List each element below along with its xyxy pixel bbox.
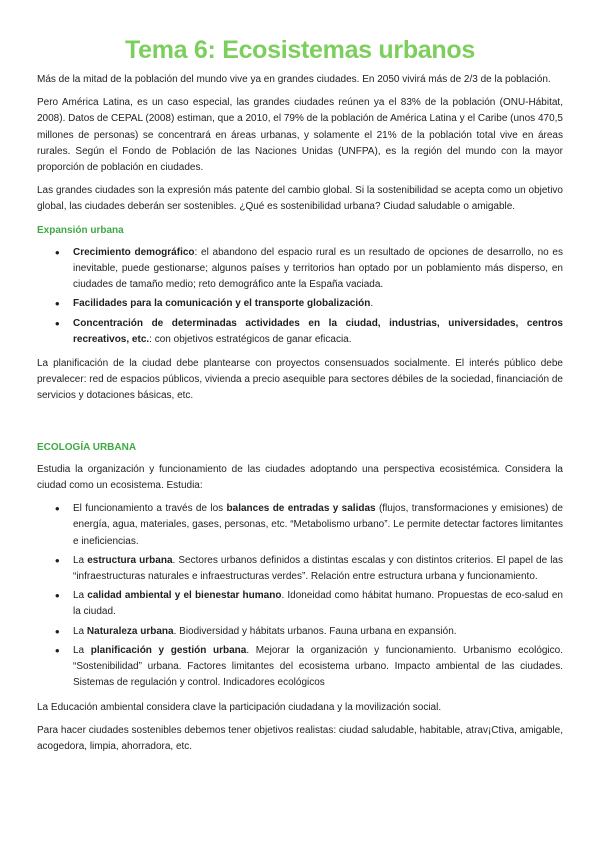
ecologia-list <box>37 501 563 691</box>
list-item: • Facilidades para la comunicación y el transporte globalización. <box>73 296 563 312</box>
section-heading-ecologia: ECOLOGÍA URBANA <box>37 441 137 453</box>
list-item: • La estructura urbana. Sectores urbanos definidos a distintas escalas y con distintos criterios. El papel de las “infraestructuras naturales e infraestructuras verdes”. Relación entre estructura urbana y funcionamiento. <box>73 553 563 585</box>
paragraph-ecologia-intro: Estudia la organización y funcionamiento de las ciudades adoptando una perspectiva ecosistémica. Considera la ciudad como un ecosistema. Estudia: <box>37 463 563 492</box>
paragraph-sustainable-cities: Para hacer ciudades sostenibles debemos tener objetivos realistas: ciudad saludable, habitable, atrav¡Ctiva, amigable, acogedora, limpia, ahorradora, etc. <box>37 724 563 752</box>
paragraph-environmental-education: La Educación ambiental considera clave la participación ciudadana y la movilización social. <box>37 701 442 713</box>
expansion-list <box>37 245 563 348</box>
list-item: • La planificación y gestión urbana. Mejorar la organización y funcionamiento. Urbanismo ecológico. “Sostenibilidad” urbana. Factores limitantes del ecosistema urbano. Impacto ambiental de las ciudades. Sistemas de regulación y control. Indicadores ecológicos <box>73 643 563 692</box>
list-item: • La Naturaleza urbana. Biodiversidad y hábitats urbanos. Fauna urbana en expansión. <box>73 624 563 640</box>
document-body <box>37 72 563 762</box>
list-item: • Concentración de determinadas actividades en la ciudad, industrias, universidades, centros recreativos, etc.: con objetivos estratégicos de ganar eficacia. <box>73 316 563 348</box>
paragraph-global-change: Las grandes ciudades son la expresión más patente del cambio global. Si la sostenibilidad se acepta como un objetivo global, las ciudades deberán ser sostenibles. ¿Qué es sostenibilidad urbana? Ciudad saludable o amigable. <box>37 185 563 213</box>
list-item: • La calidad ambiental y el bienestar humano. Idoneidad como hábitat humano. Propuestas de eco-salud en la ciudad. <box>73 588 563 620</box>
list-item: • El funcionamiento a través de los balances de entradas y salidas (flujos, transformaciones y emisiones) de energía, agua, materiales, gases, personas, etc. “Metabolismo urbano”. Le permite detectar factores limitantes e ineficiencias. <box>73 501 563 550</box>
page-title: Tema 6: Ecosistemas urbanos <box>125 36 475 64</box>
paragraph-planning: La planificación de la ciudad debe plantearse con proyectos consensuados socialmente. El interés público debe prevalecer: red de espacios públicos, vivienda a precio asequible para sectores débiles de la sociedad, financiación de servicios y dotaciones básicas, etc. <box>37 358 563 402</box>
paragraph-latin-america: Pero América Latina, es un caso especial, las grandes ciudades reúnen ya el 83% de la población (ONU-Hábitat, 2008). Datos de CEPAL (2008) estiman, que a 2010, el 79% de la población de América Latina y el Caribe (unos 470,5 millones de personas) se concentrará en áreas urbanas, y solamente el 21% de la población total vive en áreas rurales. Según el Fondo de Población de las Naciones Unidas (UNFPA), es la región del mundo con la mayor proporción de población en ciudades. <box>37 97 563 174</box>
section-heading-expansion: Expansión urbana <box>37 224 124 236</box>
list-item: • Crecimiento demográfico: el abandono del espacio rural es un resultado de opciones de desarrollo, no es inevitable, puede gestionarse; algunos países y territorios han optado por un poblamiento más disperso, en ciudades de tamaño medio; reto demográfico ante la España vaciada. <box>73 245 563 294</box>
paragraph-intro: Más de la mitad de la población del mundo vive ya en grandes ciudades. En 2050 vivirá más de 2/3 de la población. <box>37 74 551 85</box>
